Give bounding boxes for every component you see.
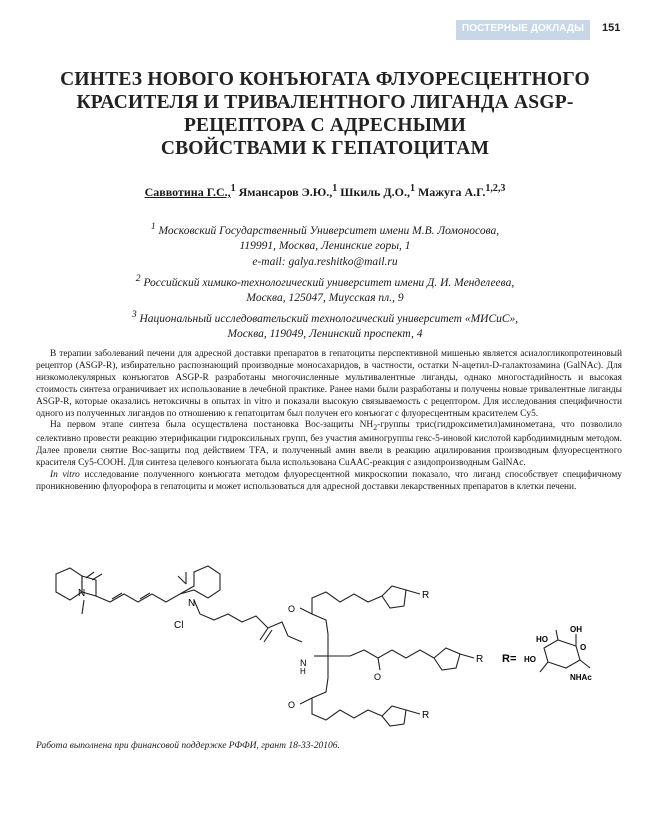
affiliation-line [60,239,590,255]
nitrogen-label: N [188,598,196,609]
affiliation-mark: 3 [131,308,137,320]
affiliation-text: Москва, 119049, Ленинский проспект, 4 [227,328,423,341]
author-affiliation-mark: 1 [409,183,415,194]
affiliation-mark: 2 [135,272,141,284]
affiliation-mark: 1 [150,221,156,232]
affiliation-block [60,219,590,343]
abstract-body [36,349,622,494]
oxygen-label: O [288,700,296,710]
emphasis: In vitro [50,469,80,480]
author-affiliation-mark: 1 [332,183,338,194]
affiliation-line [60,291,590,307]
title-line: РЕЦЕПТОРА С АДРЕСНЫМИ [183,115,467,136]
author-name: Саввотина Г.С., [144,185,231,199]
affiliation-text: Национальный исследовательский технологический университет «МИСиС», [139,312,519,325]
author-name: Мажуга А.Г. [417,185,486,199]
ring-oxygen-label: O [580,643,587,652]
text-run: исследование полученного конъюгата методом флуоресцентной микроскопии показало, что лиганд способствует специфичному проникновению флуорофора в гепатоциты и может использоваться для адресной доставки лекарственных препаратов в клетки печени. [36,469,622,492]
chemical-structure-drawing [36,562,622,732]
chemical-structure [36,562,622,732]
text-run: На первом этапе синтеза была осуществлена постановка Boc-защиты NH [50,420,374,431]
hydroxyl-label: OH [570,625,582,634]
substituent-label: R [476,654,484,665]
affiliation-text: Москва, 125047, Миусская пл., 9 [246,292,404,305]
author-list [0,183,650,200]
paper-title [30,68,620,160]
oxygen-label: O [288,604,296,614]
substituent-label: R [422,710,430,721]
substituent-definition-label: R= [502,653,517,665]
affiliation-line [60,255,590,271]
title-line: КРАСИТЕЛЯ И ТРИВАЛЕНТНОГО ЛИГАНДА ASGP- [76,92,574,113]
affiliation-text: 119991, Москва, Ленинские горы, 1 [239,240,411,253]
affiliation-line [60,219,590,239]
author-name: Ямансаров Э.Ю., [238,185,333,199]
oxygen-label: O [374,672,382,682]
section-header-label: ПОСТЕРНЫЕ ДОКЛАДЫ [461,23,584,34]
amide-hydrogen-label: H [300,667,306,676]
text-run: -группы трис(гидроксиметил)аминометана, что позволило селективно провести реакцию этерификации гидроксильных групп, без участия аминогруппы гекс-5-иновой кислотой карбодиимидным методом. Далее провели снятие Boc-защиты под действием TFA, и полученный амин ввели в реакцию ацилирования производным флуоресцентного красителя Cy5-COOH. Для синтеза целевого конъюгата была использована CuAAC-реакция с азидопроизводным GalNAc. [36,420,622,469]
abstract-paragraph: В терапии заболеваний печени для адресной доставки препаратов в гепатоциты перспективной мишенью является асиалогликопротеиновый рецептор (ASGP-R), избирательно распознающий производные моносахаридов, в частности, остатки N-ацетил-D-галактозамина (GalNAc). Для низкомолекулярных конъюгатов ASGP-R разработаны многочисленные мультивалентные лиганды, однако многостадийность и высокая стоимость синтеза ограничивает их использование в лечебной практике. Ранее нами были разработаны и получены новые тривалентные лиганды ASGP-R, которые оказались нетоксичны в опытах in vitro и показали высокую связываемость с рецептором. Для исследования специфичности одного из полученных лигандов по отношению к гепатоцитам был получен его конъюгат с флуоресцентным красителем Cy5. [36,349,622,419]
affiliation-line [60,327,590,343]
section-header-bar [456,20,590,40]
affiliation-line [60,307,590,327]
author-name: Шкиль Д.О., [340,185,410,199]
affiliation-text: Российский химико-технологический университет имени Д. И. Менделеева, [143,276,515,289]
author-affiliation-mark: 1 [230,183,236,194]
title-line: СИНТЕЗ НОВОГО КОНЪЮГАТА ФЛУОРЕСЦЕНТНОГО [60,69,590,90]
funding-acknowledgement: Работа выполнена при финансовой поддержке РФФИ, грант 18-33-20106. [36,741,340,751]
nitrogen-label: N [78,588,86,599]
subscript: 2 [373,423,378,433]
acetamido-label: NHAc [570,673,592,682]
contact-email: e-mail: galya.reshitko@mail.ru [252,256,398,269]
abstract-paragraph [36,470,622,494]
affiliation-text: Московский Государственный Университет имени М.В. Ломоносова, [158,224,500,237]
abstract-paragraph [36,420,622,470]
affiliation-line [60,271,590,291]
title-line: СВОЙСТВАМИ К ГЕПАТОЦИТАМ [160,138,490,159]
hydroxyl-label: HO [536,635,548,644]
page-number: 151 [602,22,621,34]
counter-ion-label: Cl [174,620,184,631]
author-affiliation-mark: 1,2,3 [485,183,506,194]
hydroxyl-label: HO [524,655,536,664]
amide-nitrogen-label: N [300,658,307,668]
substituent-label: R [422,590,430,601]
